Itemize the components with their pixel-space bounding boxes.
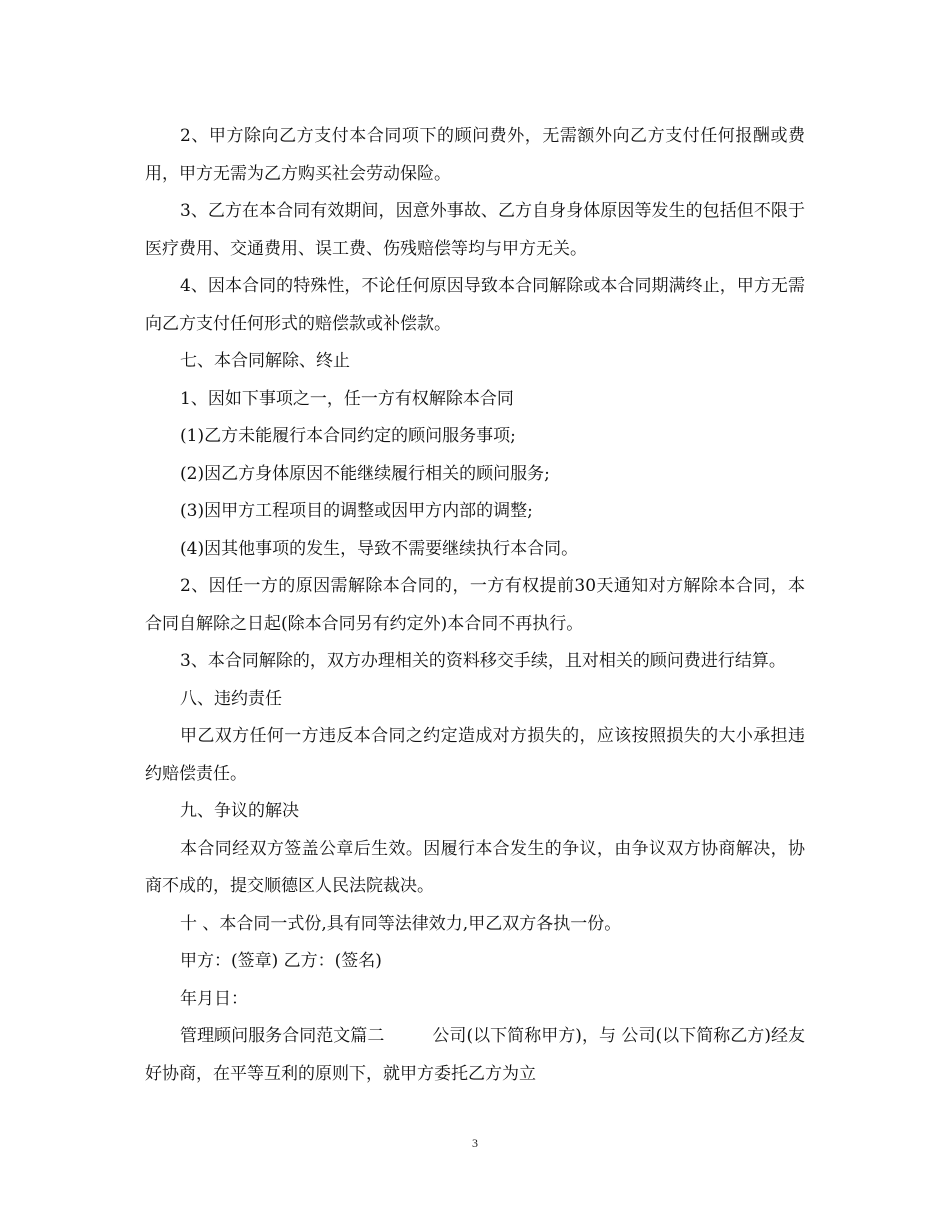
clause-paragraph: 十 、本合同一式份,具有同等法律效力,甲乙双方各执一份。 [180,913,622,934]
clause-paragraph: 甲乙双方任何一方违反本合同之约定造成对方损失的，应该按照损失的大小承担违约赔偿责任。 [145,726,805,784]
list-item: (2)因乙方身体原因不能继续履行相关的顾问服务; [180,463,550,484]
document-body [145,118,805,1093]
list-item: (1)乙方未能履行本合同约定的顾问服务事项; [180,426,516,446]
clause-paragraph: 2、甲方除向乙方支付本合同项下的顾问费外，无需额外向乙方支付任何报酬或费用，甲方无需为乙方购买社会劳动保险。 [145,126,805,184]
clause-paragraph: 2、因任一方的原因需解除本合同的，一方有权提前30天通知对方解除本合同，本合同自解除之日起(除本合同另有约定外)本合同不再执行。 [145,576,805,634]
clause-paragraph: 本合同经双方签盖公章后生效。因履行本合发生的争议，由争议双方协商解决，协商不成的，提交顺德区人民法院裁决。 [145,838,805,896]
section-heading: 七、本合同解除、终止 [180,351,350,371]
clause-paragraph: 3、本合同解除的，双方办理相关的资料移交手续，且对相关的顾问费进行结算。 [180,651,786,671]
clause-paragraph: 4、因本合同的特殊性，不论任何原因导致本合同解除或本合同期满终止，甲方无需向乙方支付任何形式的赔偿款或补偿款。 [145,276,805,334]
date-line: 年月日： [180,988,248,1009]
section-heading: 九、争议的解决 [180,801,299,821]
list-item: (3)因甲方工程项目的调整或因甲方内部的调整; [180,501,533,521]
clause-paragraph: 1、因如下事项之一，任一方有权解除本合同 [180,388,514,409]
signature-line: 甲方：(签章) 乙方：(签名) [180,951,382,971]
next-contract-title: 管理顾问服务合同范文篇二 [180,1026,385,1046]
clause-paragraph: 3、乙方在本合同有效期间，因意外事故、乙方自身身体原因等发生的包括但不限于医疗费用、交通费用、误工费、伤残赔偿等均与甲方无关。 [145,201,805,259]
page-number: 3 [472,1136,478,1150]
next-contract-intro [145,1018,805,1093]
list-item: (4)因其他事项的发生，导致不需要继续执行本合同。 [180,538,579,559]
section-heading: 八、违约责任 [180,688,282,709]
next-contract-text: 公司(以下简称甲方)，与 公司(以下简称乙方)经友好协商，在平等互利的原则下，就甲方委托乙方为立 [145,1026,806,1084]
